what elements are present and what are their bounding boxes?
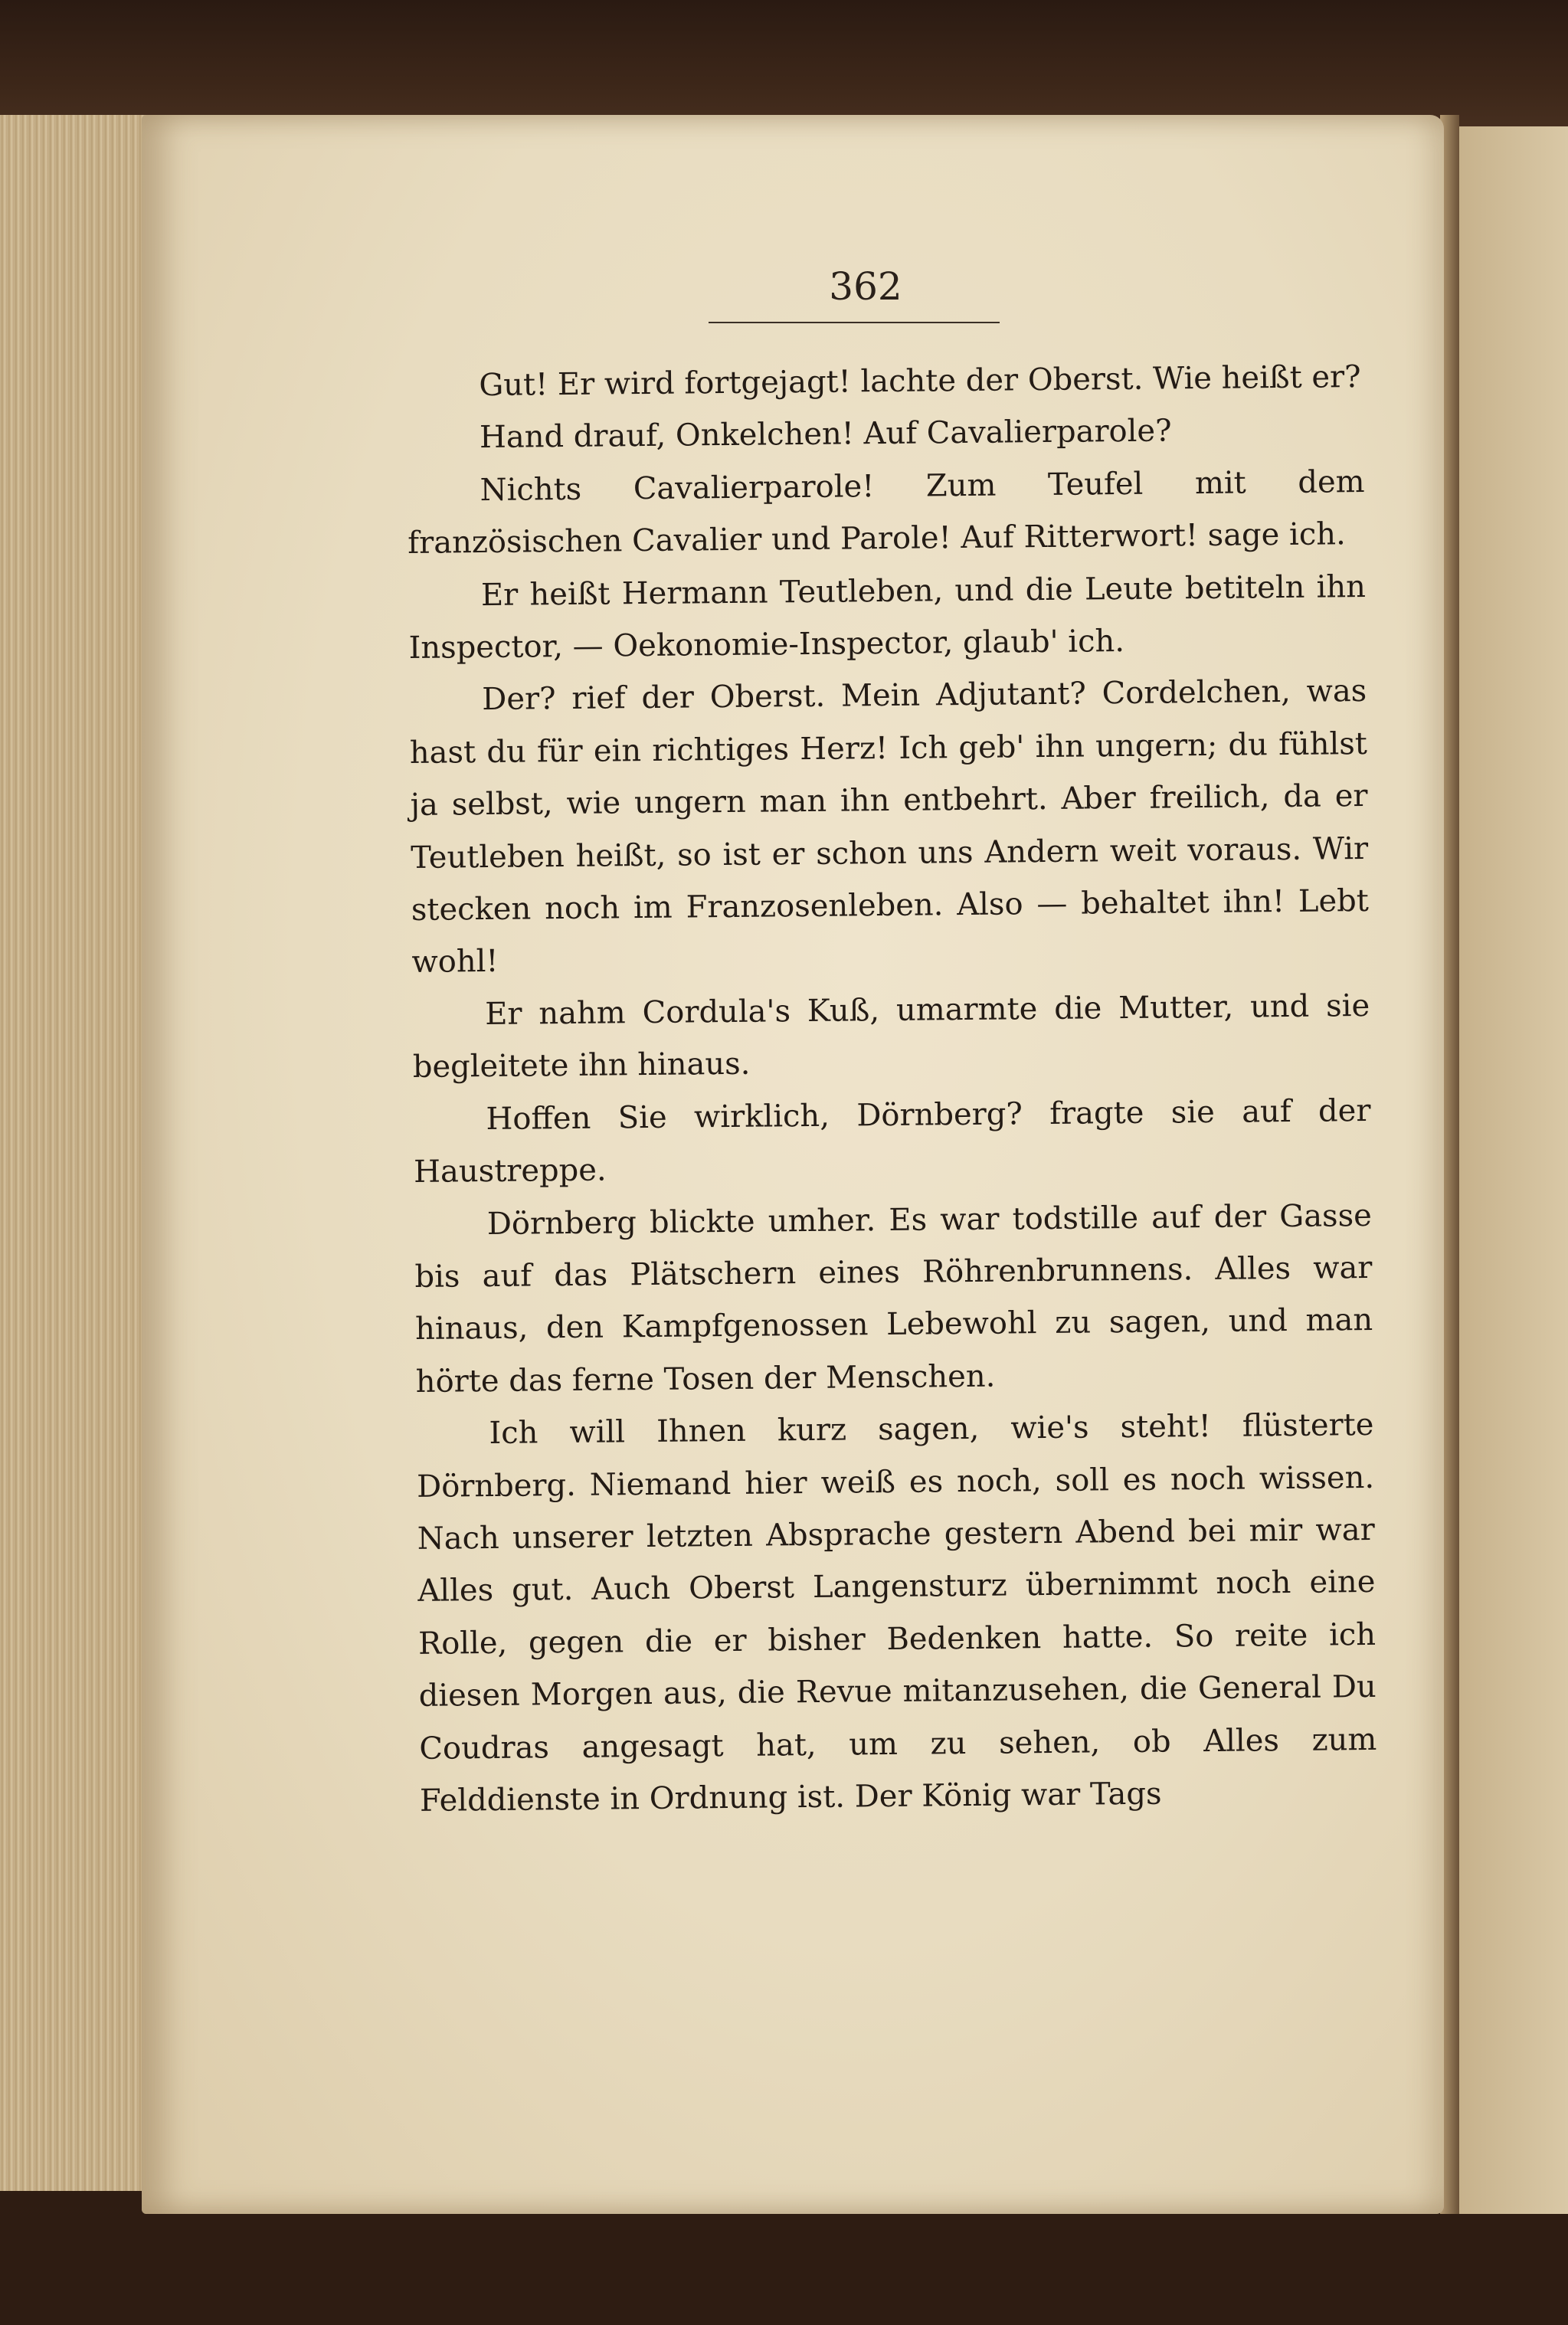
page-body-text — [406, 351, 1377, 1827]
paragraph: Hand drauf, Onkelchen! Auf Cavalierparole? — [479, 413, 1172, 456]
page-number: 362 — [829, 264, 902, 309]
paragraph: Er heißt Hermann Teutleben, und die Leute betiteln ihn Inspector, — Oekonomie-Inspector, glaub' ich. — [408, 568, 1367, 666]
paragraph: Hoffen Sie wirklich, Dörnberg? fragte sie auf der Haustreppe. — [413, 1092, 1371, 1190]
paragraph: Dörnberg blickte umher. Es war todstille auf der Gasse bis auf das Plätschern eines Röhrenbrunnens. Alles war hinaus, den Kampfgenossen Lebewohl zu sagen, und man hörte das ferne Tosen der Menschen. — [414, 1197, 1373, 1400]
paragraph: Gut! Er wird fortgejagt! lachte der Oberst. Wie heißt er? — [479, 359, 1361, 404]
paragraph: Nichts Cavalierparole! Zum Teufel mit dem französischen Cavalier und Parole! Auf Ritterwort! sage ich. — [408, 463, 1365, 562]
paragraph: Der? rief der Oberst. Mein Adjutant? Cordelchen, was hast du für ein richtiges Herz! Ich geb' ihn ungern; du fühlst ja selbst, wie ungern man ihn entbehrt. Aber freilich, da er Teutleben heißt, so ist er schon uns Andern weit voraus. Wir stecken noch im Franzosenleben. Also — behaltet ihn! Lebt wohl! — [409, 673, 1370, 981]
facing-page-edge — [1459, 126, 1568, 2214]
paragraph: Ich will Ihnen kurz sagen, wie's steht! flüsterte Dörnberg. Niemand hier weiß es noch, soll es noch wissen. Nach unserer letzten Absprache gestern Abend bei mir war Alles gut. Auch Oberst Langensturz übernimmt noch eine Rolle, gegen die er bisher Bedenken hatte. So reite ich diesen Morgen aus, die Revue mitanzusehen, die General Du Coudras angesagt hat, um zu sehen, ob Alles zum Felddienste in Ordnung ist. Der König war Tags — [416, 1407, 1377, 1819]
paragraph: Er nahm Cordula's Kuß, umarmte die Mutter, und sie begleitete ihn hinaus. — [412, 987, 1370, 1086]
header-rule — [709, 322, 1000, 323]
page-edges — [0, 115, 153, 2325]
